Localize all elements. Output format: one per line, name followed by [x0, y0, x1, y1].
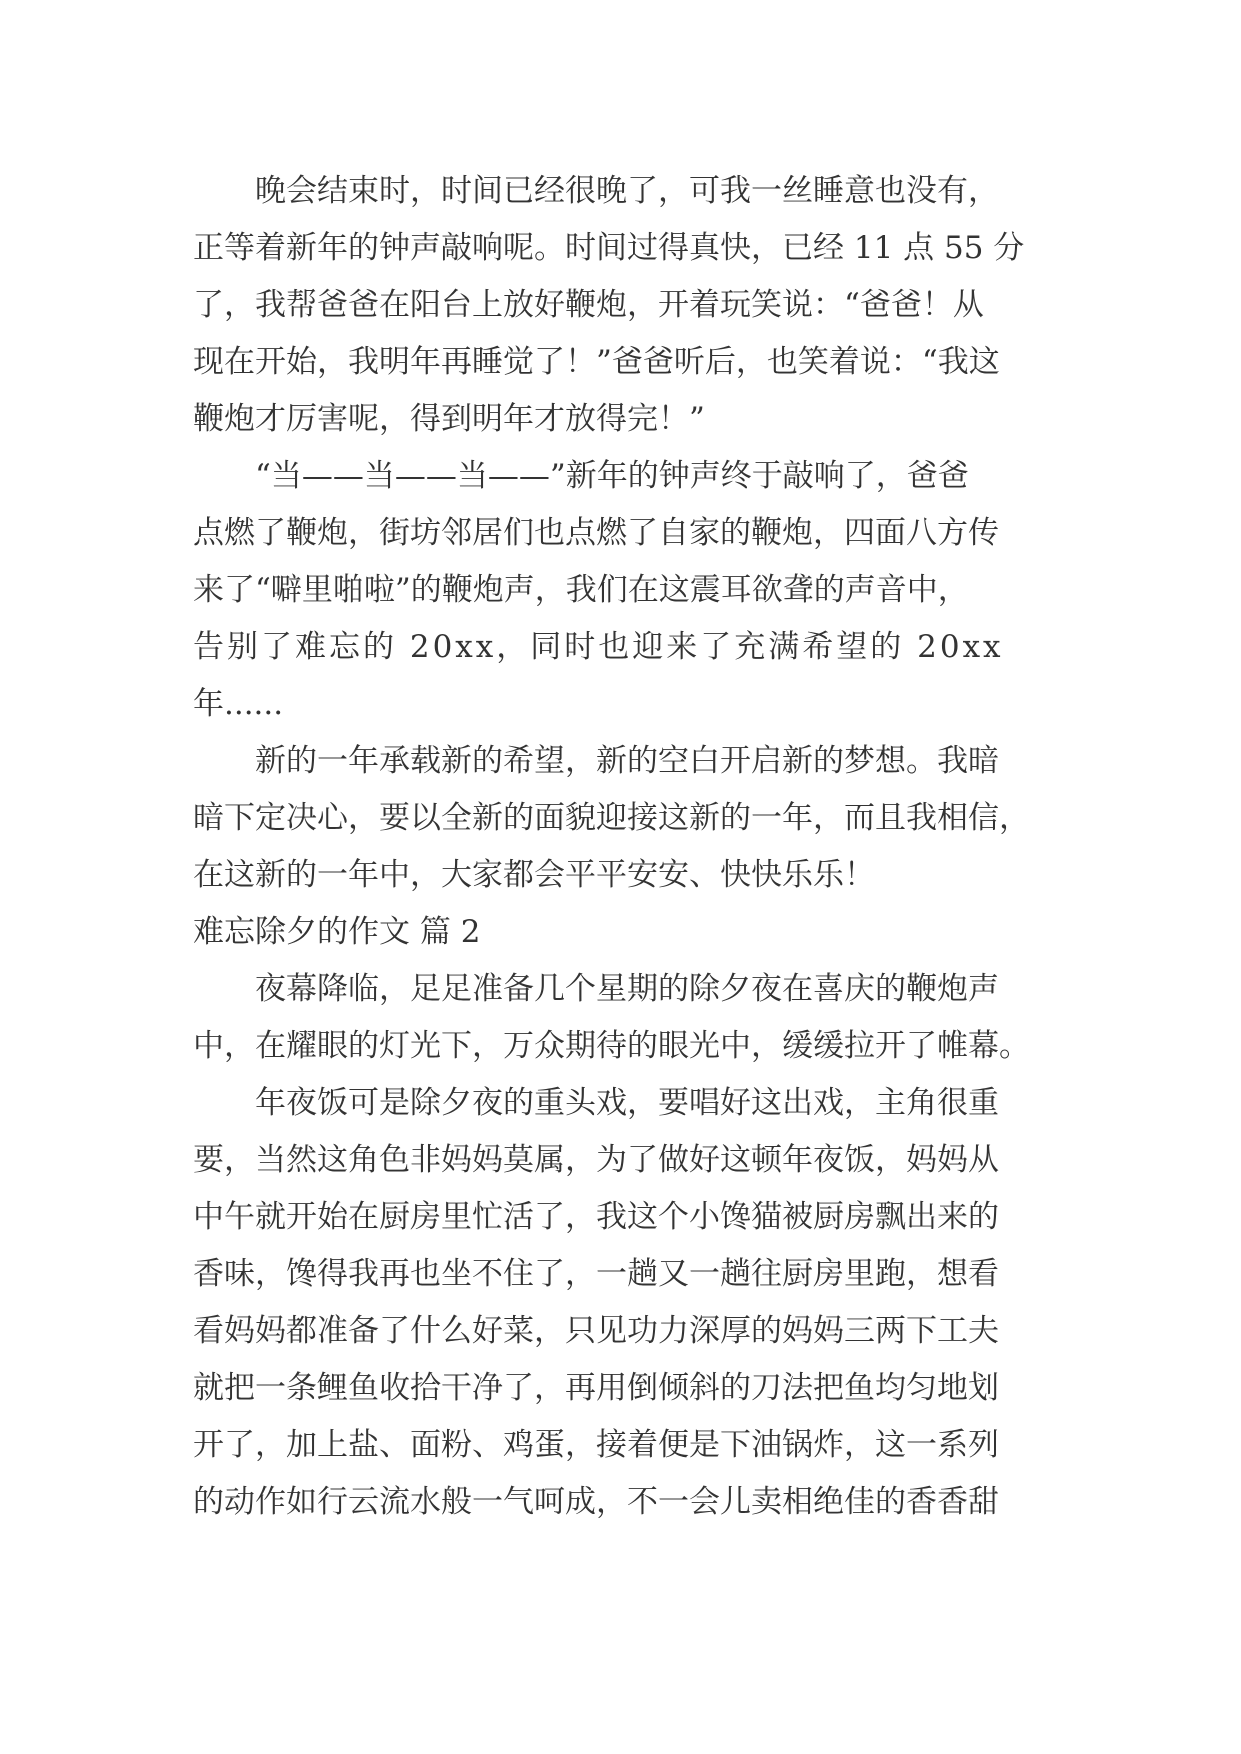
paragraph-line: 夜幕降临，足足准备几个星期的除夕夜在喜庆的鞭炮声	[255, 971, 999, 1007]
paragraph-line: 晚会结束时，时间已经很晚了，可我一丝睡意也没有，	[255, 173, 999, 209]
paragraph-line: 告别了难忘的 20xx，同时也迎来了充满希望的 20xx	[193, 629, 1004, 665]
paragraph-line: 中，在耀眼的灯光下，万众期待的眼光中，缓缓拉开了帷幕。	[193, 1028, 1030, 1064]
paragraph-line: 了，我帮爸爸在阳台上放好鞭炮，开着玩笑说：“爸爸！从	[193, 287, 984, 323]
paragraph-line: “当——当——当——”新年的钟声终于敲响了，爸爸	[255, 458, 969, 494]
paragraph-line: 正等着新年的钟声敲响呢。时间过得真快，已经 11 点 55 分	[193, 230, 1025, 266]
paragraph-line: 中午就开始在厨房里忙活了，我这个小馋猫被厨房飘出来的	[193, 1199, 999, 1235]
paragraph-line: 的动作如行云流水般一气呵成，不一会儿卖相绝佳的香香甜	[193, 1484, 999, 1520]
paragraph-line: 点燃了鞭炮，街坊邻居们也点燃了自家的鞭炮，四面八方传	[193, 515, 999, 551]
paragraph-reunion-dinner	[193, 1075, 1053, 1531]
paragraph-line: 暗下定决心，要以全新的面貌迎接这新的一年，而且我相信，	[193, 800, 1030, 836]
paragraph-line: 要，当然这角色非妈妈莫属，为了做好这顿年夜饭，妈妈从	[193, 1142, 999, 1178]
paragraph-line: 香味，馋得我再也坐不住了，一趟又一趟往厨房里跑，想看	[193, 1256, 999, 1292]
document-body	[193, 163, 1053, 1531]
paragraph-line: 新的一年承载新的希望，新的空白开启新的梦想。我暗	[255, 743, 999, 779]
paragraph-line: 看妈妈都准备了什么好菜，只见功力深厚的妈妈三两下工夫	[193, 1313, 999, 1349]
paragraph-nightfall	[193, 961, 1053, 1075]
paragraph-line: 来了“噼里啪啦”的鞭炮声，我们在这震耳欲聋的声音中，	[193, 572, 969, 608]
paragraph-line: 开了，加上盐、面粉、鸡蛋，接着便是下油锅炸，这一系列	[193, 1427, 999, 1463]
paragraph-new-year-bell	[193, 163, 1053, 448]
paragraph-line: 鞭炮才厉害呢，得到明年才放得完！”	[193, 401, 705, 437]
paragraph-line: 年......	[193, 686, 284, 722]
paragraph-line: 在这新的一年中，大家都会平平安安、快快乐乐！	[193, 857, 875, 893]
section-heading: 难忘除夕的作文 篇 2	[193, 914, 481, 950]
paragraph-firecrackers	[193, 448, 1053, 733]
paragraph-line: 年夜饭可是除夕夜的重头戏，要唱好这出戏，主角很重	[255, 1085, 999, 1121]
paragraph-new-hope	[193, 733, 1053, 904]
paragraph-line: 就把一条鲤鱼收拾干净了，再用倒倾斜的刀法把鱼均匀地划	[193, 1370, 999, 1406]
paragraph-line: 现在开始，我明年再睡觉了！”爸爸听后，也笑着说：“我这	[193, 344, 1000, 380]
